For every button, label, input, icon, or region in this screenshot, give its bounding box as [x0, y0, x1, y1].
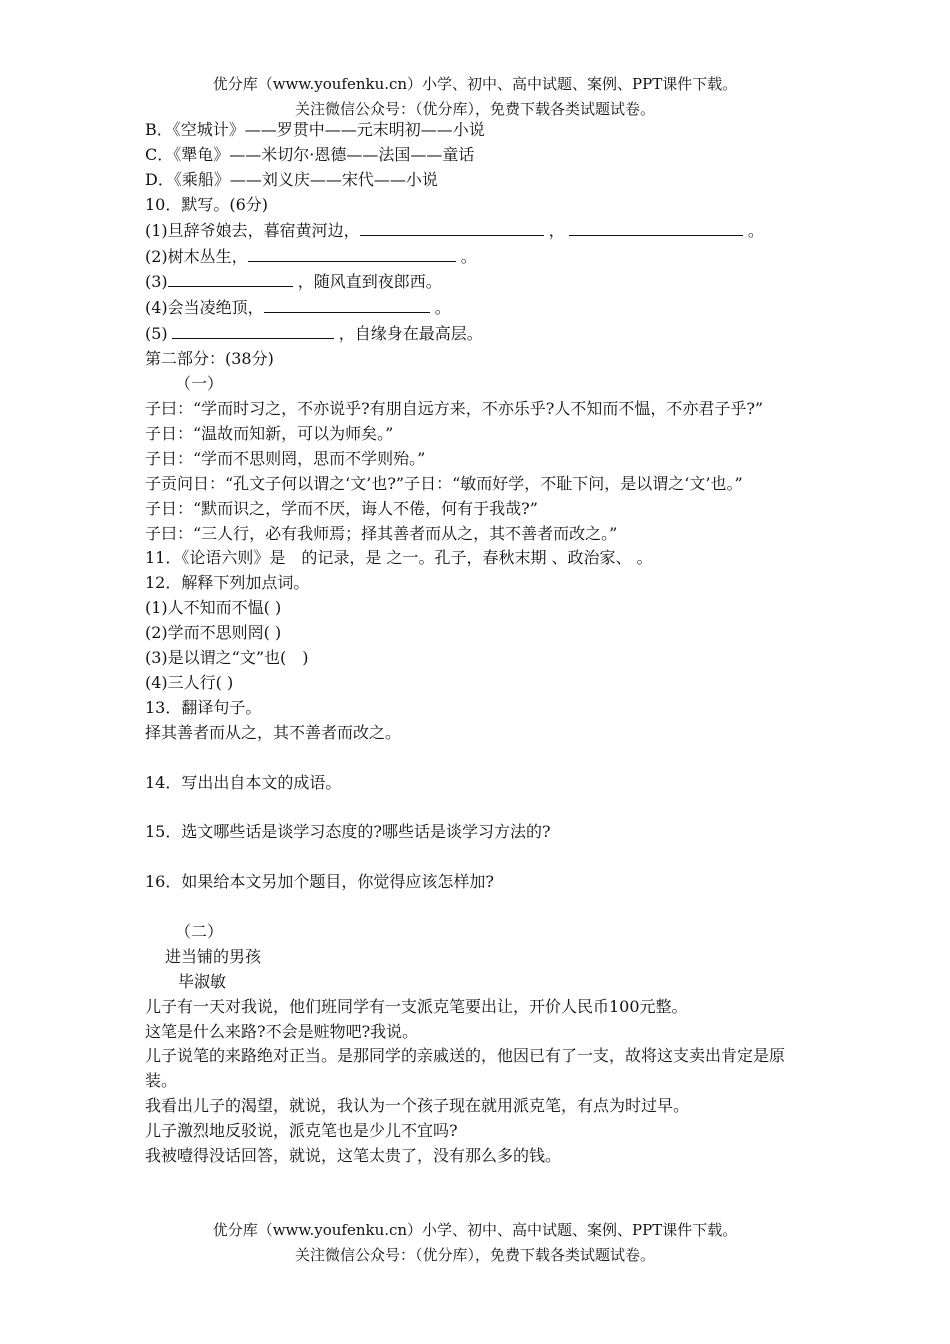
q12-item-3: (3)是以谓之“文”也( ): [145, 648, 309, 668]
q13-title: 13．翻译句子。: [145, 697, 262, 717]
passage-paragraph: 子曰：“学而时习之，不亦说乎?有朋自远方来，不亦乐乎?人不知而不愠，不亦君子乎?”: [145, 398, 764, 418]
answer-blank[interactable]: [569, 218, 743, 236]
answer-blank[interactable]: [264, 295, 430, 313]
answer-space: [145, 845, 813, 870]
q12-item-2: (2)学而不思则罔( ): [145, 623, 282, 643]
answer-blank[interactable]: [360, 218, 544, 236]
q10-item-4: (4)会当凌绝顶， 。: [145, 295, 813, 321]
q10-item-5: (5) ，自缘身在最高层。: [145, 321, 813, 347]
q13-sentence: 择其善者而从之，其不善者而改之。: [145, 722, 402, 742]
footer-line-1: 优分库（www.youfenku.cn）小学、初中、高中试题、案例、PPT课件下载。: [212, 1221, 738, 1239]
section-2-label: （二）: [175, 921, 224, 941]
q10-item-3: (3) ，随风直到夜郎西。: [145, 269, 813, 295]
q12-item-1: (1)人不知而不愠( ): [145, 598, 282, 618]
part-2-title: 第二部分：(38分): [145, 349, 274, 369]
q12-item-4: (4)三人行( ): [145, 672, 234, 692]
answer-blank[interactable]: [248, 244, 456, 262]
q12-title: 12．解释下列加点词。: [145, 573, 310, 593]
answer-space: [145, 895, 813, 920]
passage-paragraph: 子日：“温故而知新，可以为师矣。”: [145, 423, 394, 443]
passage-paragraph: 子贡问日：“孔文子何以谓之‘文’也?”子日：“敏而好学，不耻下问，是以谓之‘文’也。”: [145, 473, 743, 493]
q16: 16．如果给本文另加个题目，你觉得应该怎样加?: [145, 872, 494, 892]
page-footer: [0, 1218, 950, 1268]
option-d: D．《乘船》——刘义庆——宋代——小说: [145, 169, 438, 189]
story-paragraph: 儿子有一天对我说，他们班同学有一支派克笔要出让，开价人民币100元整。: [145, 996, 688, 1016]
footer-line-2: 关注微信公众号：（优分库），免费下载各类试题试卷。: [294, 1246, 655, 1264]
story-author: 毕淑敏: [178, 971, 227, 991]
answer-blank[interactable]: [172, 321, 334, 339]
header-line-2: 关注微信公众号：（优分库），免费下载各类试题试卷。: [294, 100, 655, 118]
q10-item-1: (1)旦辞爷娘去，暮宿黄河边， ， 。: [145, 218, 813, 244]
passage-paragraph: 子日：“默而识之，学而不厌，诲人不倦，何有于我哉?”: [145, 498, 538, 518]
story-paragraph: 儿子说笔的来路绝对正当。是那同学的亲戚送的，他因已有了一支，故将这支卖出肯定是原装。: [145, 1046, 786, 1091]
answer-space: [145, 795, 813, 820]
story-paragraph: 我被噎得没话回答，就说，这笔太贵了，没有那么多的钱。: [145, 1146, 562, 1166]
passage-paragraph: 子曰：“三人行，必有我师焉；择其善者而从之，其不善者而改之。”: [145, 523, 618, 543]
section-1-label: （一）: [175, 374, 224, 394]
option-c: C．《犟龟》——米切尔·恩德——法国——童话: [145, 144, 475, 164]
story-paragraph: 儿子激烈地反驳说，派克笔也是少儿不宜吗?: [145, 1121, 458, 1141]
q10-title: 10．默写。(6分): [145, 194, 269, 214]
document-body: [145, 118, 813, 1169]
answer-space: [145, 746, 813, 771]
option-b: B．《空城计》——罗贯中——元末明初——小说: [145, 120, 485, 139]
story-paragraph: 我看出儿子的渴望，就说，我认为一个孩子现在就用派克笔，有点为时过早。: [145, 1096, 690, 1116]
header-line-1: 优分库（www.youfenku.cn）小学、初中、高中试题、案例、PPT课件下载。: [212, 75, 738, 93]
q15: 15．选文哪些话是谈学习态度的?哪些话是谈学习方法的?: [145, 822, 551, 842]
story-title: 进当铺的男孩: [165, 946, 262, 966]
answer-blank[interactable]: [168, 269, 293, 287]
page-header: [0, 72, 950, 122]
story-paragraph: 这笔是什么来路?不会是赃物吧?我说。: [145, 1021, 419, 1041]
passage-paragraph: 子日：“学而不思则罔，思而不学则殆。”: [145, 448, 426, 468]
q14: 14．写出出自本文的成语。: [145, 772, 342, 792]
q11: 11．《论语六则》是 的记录，是 之一。孔子，春秋末期 、政治家、 。: [145, 548, 653, 568]
q10-item-2: (2)树木丛生， 。: [145, 244, 813, 270]
